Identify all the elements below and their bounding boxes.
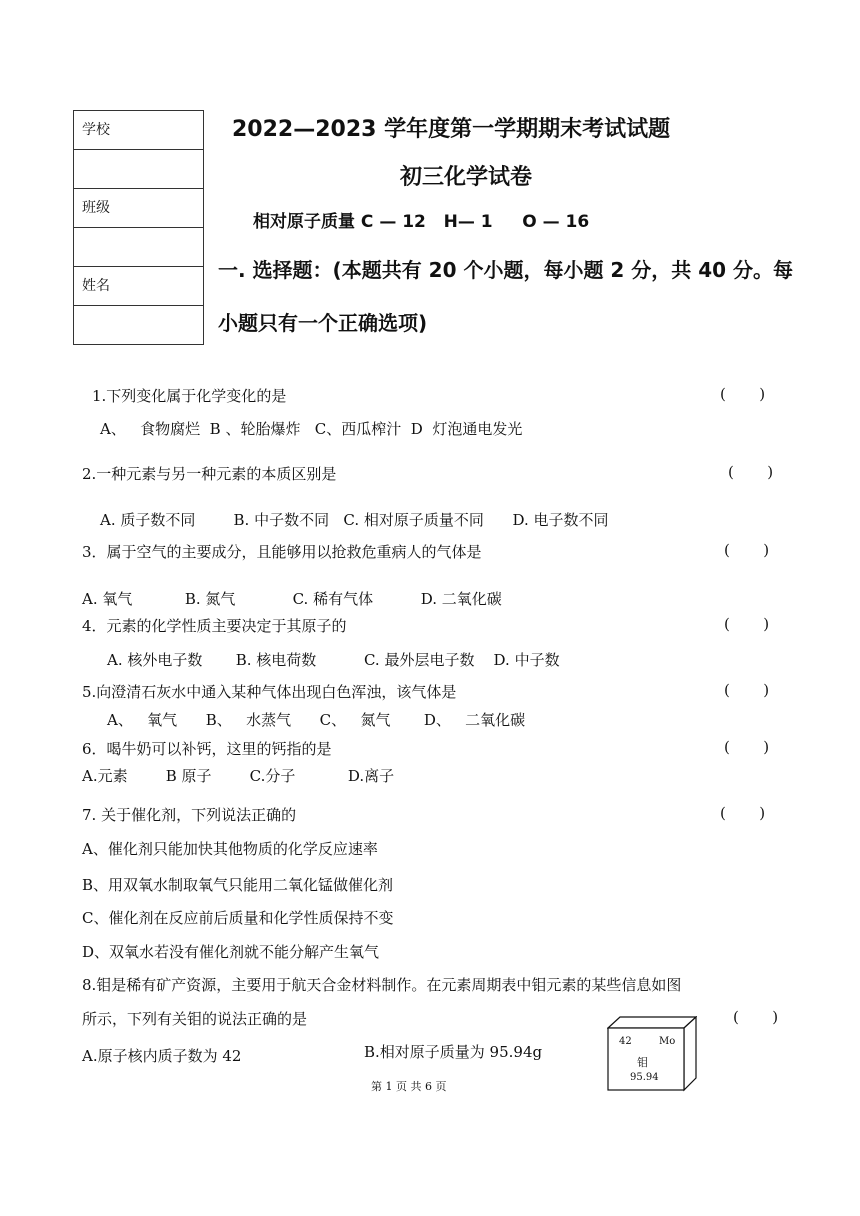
q3-stem: 3．属于空气的主要成分，且能够用以抢救危重病人的气体是 <box>82 543 482 561</box>
q8-stem-line1: 8.钼是稀有矿产资源，主要用于航天合金材料制作。在元素周期表中钼元素的某些信息如图 <box>82 976 682 994</box>
q7-option-c: C、催化剂在反应前后质量和化学性质保持不变 <box>82 909 394 927</box>
q7-answer-box[interactable]: ( ) <box>720 804 766 822</box>
q2-options: A. 质子数不同 B. 中子数不同 C. 相对原子质量不同 D. 电子数不同 <box>100 511 609 529</box>
q5-options: A、 氧气 B、 水蒸气 C、 氮气 D、 二氧化碳 <box>107 711 526 729</box>
q8-option-b: B.相对原子质量为 95.94g <box>364 1043 543 1061</box>
element-mass: 95.94 <box>630 1072 659 1083</box>
q8-option-a: A.原子核内质子数为 42 <box>82 1047 242 1065</box>
element-symbol: Mo <box>659 1036 676 1047</box>
page-footer: 第 1 页 共 6 页 <box>371 1080 447 1093</box>
q4-options: A. 核外电子数 B. 核电荷数 C. 最外层电子数 D. 中子数 <box>107 651 560 669</box>
q2-answer-box[interactable]: ( ) <box>728 463 774 481</box>
q3-answer-box[interactable]: ( ) <box>724 541 770 559</box>
class-field[interactable] <box>74 228 204 267</box>
element-name: 钼 <box>637 1056 648 1069</box>
section-heading-line1: 一. 选择题：(本题共有 20 个小题，每小题 2 分，共 40 分。每 <box>218 258 794 282</box>
q7-stem: 7. 关于催化剂，下列说法正确的 <box>82 806 297 824</box>
q6-options: A.元素 B 原子 C.分子 D.离子 <box>82 767 395 785</box>
school-label: 学校 <box>74 111 204 150</box>
q6-stem: 6．喝牛奶可以补钙，这里的钙指的是 <box>82 740 332 758</box>
student-info-table <box>73 110 204 345</box>
name-label: 姓名 <box>74 267 204 306</box>
q8-stem-line2: 所示，下列有关钼的说法正确的是 <box>82 1010 308 1028</box>
q2-stem: 2.一种元素与另一种元素的本质区别是 <box>82 465 337 483</box>
atomic-masses: 相对原子质量 C — 12 H— 1 O — 16 <box>253 212 590 232</box>
section-heading-line2: 小题只有一个正确选项) <box>218 311 428 335</box>
q1-stem: 1.下列变化属于化学变化的是 <box>92 387 287 405</box>
q1-options: A、 食物腐烂 B 、轮胎爆炸 C、西瓜榨汁 D 灯泡通电发光 <box>100 420 523 438</box>
exam-subtitle: 初三化学试卷 <box>400 165 533 190</box>
q5-answer-box[interactable]: ( ) <box>724 681 770 699</box>
q7-option-d: D、双氧水若没有催化剂就不能分解产生氧气 <box>82 943 380 961</box>
name-field[interactable] <box>74 306 204 345</box>
exam-title: 2022—2023 学年度第一学期期末考试试题 <box>232 117 671 142</box>
q6-answer-box[interactable]: ( ) <box>724 738 770 756</box>
q4-stem: 4．元素的化学性质主要决定于其原子的 <box>82 617 347 635</box>
molybdenum-element-tile <box>607 1016 697 1092</box>
q3-options: A. 氧气 B. 氮气 C. 稀有气体 D. 二氧化碳 <box>82 590 502 608</box>
q8-answer-box[interactable]: ( ) <box>733 1008 779 1026</box>
q7-option-a: A、催化剂只能加快其他物质的化学反应速率 <box>82 840 378 858</box>
q7-option-b: B、用双氧水制取氧气只能用二氧化锰做催化剂 <box>82 876 394 894</box>
q4-answer-box[interactable]: ( ) <box>724 615 770 633</box>
class-label: 班级 <box>74 189 204 228</box>
element-atomic-number: 42 <box>619 1036 632 1047</box>
q1-answer-box[interactable]: ( ) <box>720 385 766 403</box>
school-field[interactable] <box>74 150 204 189</box>
q5-stem: 5.向澄清石灰水中通入某种气体出现白色浑浊，该气体是 <box>82 683 457 701</box>
